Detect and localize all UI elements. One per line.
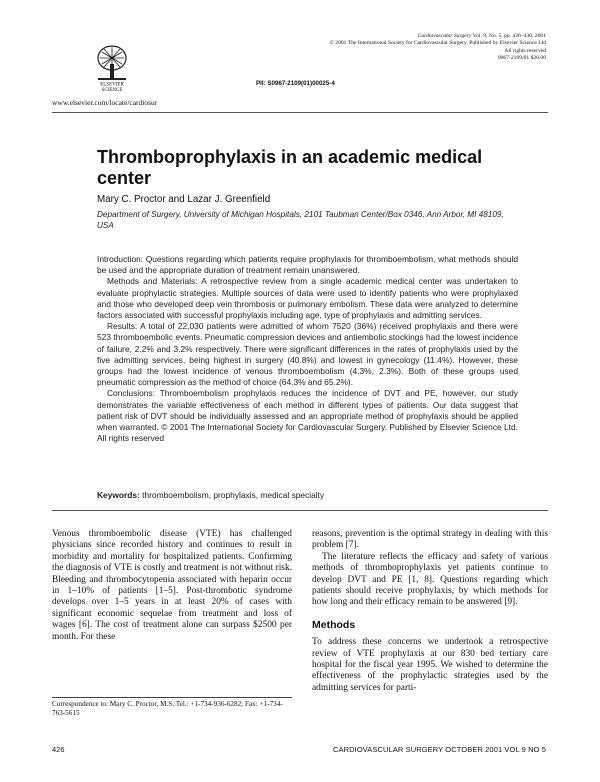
journal-name: Cardiovascular Surgery	[417, 33, 472, 39]
footnote-rule	[52, 697, 292, 698]
copyright-line: © 2001 The International Society for Cardiovascular Surgery. Published by Elsevier Science Ltd	[329, 40, 546, 47]
body-paragraph: The literature reflects the efficacy and safety of various methods of thromboprophylaxis yet patients continue to develop DVT and PE [1, 8]. Questions regarding which patients should receive prophylaxis, by which methods for how long and their efficacy remain to be answered [9].	[312, 551, 548, 608]
running-footer: CARDIOVASCULAR SURGERY OCTOBER 2001 VOL 9 NO 5	[332, 745, 546, 754]
page-number: 426	[52, 745, 65, 754]
abstract-rule	[52, 510, 548, 511]
keywords	[97, 490, 324, 500]
keywords-list: thromboembolism, prophylaxis, medical specialty	[142, 490, 325, 500]
body-paragraph: To address these concerns we undertook a retrospective review of VTE prophylaxis at our 830 bed tertiary care hospital for the fiscal year 1995. We wished to determine the effectiveness of the prophylactic strategies used by the admitting services for parti-	[312, 637, 548, 693]
rights-line: All rights reserved	[504, 47, 546, 54]
body-paragraph: Venous thromboembolic disease (VTE) has challenged physicians since recorded history and continues to result in morbidity and mortality for hospitalized patients. Confirming the diagnosis of VTE is costly and treatment is not without risk. Bleeding and thrombocytopenia associated with heparin occur in 1–10% of patients [1–5]. Post-thrombotic syndrome develops over 1–5 years in at least 20% of cases with significant economic sequelae from treatment and loss of wages [6]. The cost of treatment alone can surpass $2500 per month. For these	[52, 529, 292, 642]
tree-icon	[98, 46, 126, 80]
correspondence-footnote: Correspondence to: Mary C. Proctor, M.S. Tel.: +1-734-936-6282; Fax: +1-734-763-5615	[52, 700, 283, 718]
author-affiliation: Department of Surgery, University of Michigan Hospitals, 2101 Taubman Center/Box 0346, Ann Arbor, MI 48109, USA	[97, 210, 504, 230]
journal-url[interactable]: www.elsevier.com/locate/cardiosur	[52, 98, 158, 107]
elsevier-logo	[94, 44, 130, 92]
issn-line: 0967-2109/01 $20.00	[497, 55, 546, 62]
journal-citation-block	[330, 33, 546, 63]
svg-text:SCIENCE: SCIENCE	[101, 88, 123, 92]
header-rule	[52, 112, 548, 113]
abstract-introduction: Introduction: Questions regarding which patients require prophylaxis for thromboembolism, what methods should be used and the appropriate duration of treatment remain unanswered.	[97, 254, 518, 276]
abstract-results: Results: A total of 22,030 patients were admitted of whom 7520 (36%) received prophylaxis and there were 523 thromboembolic events. Pneumatic compression devices and antiembolic stockings had the lowest incidence of failure, 2.2% and 3.2% respectively. There were significant differences in the rates of prophylaxis used by the five admitting services, being highest in surgery (40.8%) and lowest in gynecology (11.4%). However, these groups had the lowest incidence of venous thromboembolism (4.3%, 2.3%). Both of these groups used pneumatic compression as the method of choice (64.3% and 65.2%).	[97, 321, 518, 388]
section-heading-methods: Methods	[312, 618, 356, 631]
body-column-left	[52, 529, 292, 643]
body-paragraph: reasons, prevention is the optimal strategy in dealing with this problem [7].	[312, 529, 548, 551]
abstract-conclusions: Conclusions: Thromboembolism prophylaxis reduces the incidence of DVT and PE, however, our study demonstrates the variable effectiveness of each method in different types of patients. Our data suggest that patient risk of DVT should be individually assessed and an appropriate method of prophylaxis should be applied when warranted. © 2001 The International Society for Cardiovascular Surgery. Published by Elsevier Science Ltd. All rights reserved	[97, 388, 518, 444]
journal-citation: Vol. 9, No. 5, pp. 426–430, 2001	[472, 33, 546, 39]
logo-text: ELSEVIER	[100, 82, 124, 88]
article-authors: Mary C. Proctor and Lazar J. Greenfield	[97, 194, 271, 205]
pii: PII: S0967-2109(01)00025-4	[256, 80, 335, 87]
keywords-label: Keywords:	[97, 490, 140, 500]
abstract-methods: Methods and Materials: A retrospective review from a single academic medical center was undertaken to evaluate prophylactic strategies. Multiple sources of data were used to identify patients who were prophylaxed and those who developed deep vein thrombosis or pulmonary embolism. These data were analyzed to determine factors associated with successful prophylaxis including age, type of prophylaxis and admitting services.	[97, 276, 518, 321]
body-column-right	[312, 529, 548, 694]
article-title: Thromboprophylaxis in an academic medical center	[97, 147, 483, 188]
abstract	[97, 254, 518, 444]
